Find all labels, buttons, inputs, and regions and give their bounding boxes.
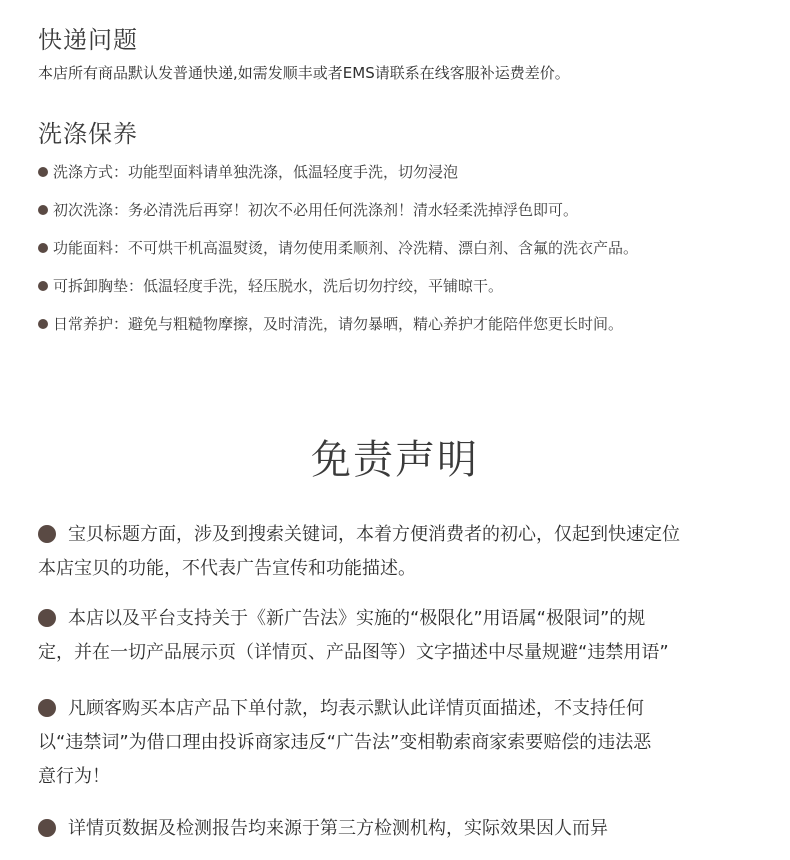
care-item-text: 日常养护：避免与粗糙物摩擦，及时清洗，请勿暴晒，精心养护才能陪伴您更长时间。 — [53, 315, 624, 333]
bullet-dot-icon — [38, 525, 56, 543]
disclaimer-line: 定，并在一切产品展示页（详情页、产品图等）文字描述中尽量规避“违禁用语” — [38, 642, 669, 663]
bullet-dot-icon — [38, 319, 48, 329]
shipping-title: 快递问题 — [38, 26, 138, 54]
disclaimer-paragraph — [38, 602, 778, 670]
care-item-first-wash — [38, 199, 578, 220]
bullet-dot-icon — [38, 281, 48, 291]
care-item-text: 洗涤方式：功能型面料请单独洗涤，低温轻度手洗，切勿浸泡 — [53, 163, 459, 181]
disclaimer-line: 本店以及平台支持关于《新广告法》实施的“极限化”用语属“极限词”的规 — [38, 602, 778, 636]
care-item-text: 可拆卸胸垫：低温轻度手洗，轻压脱水，洗后切勿拧绞，平铺晾干。 — [53, 277, 504, 295]
bullet-dot-icon — [38, 205, 48, 215]
bullet-dot-icon — [38, 819, 56, 837]
disclaimer-line: 本店宝贝的功能，不代表广告宣传和功能描述。 — [38, 558, 416, 579]
disclaimer-line: 以“违禁词”为借口理由投诉商家违反“广告法”变相勒索商家索要赔偿的违法恶 — [38, 732, 652, 753]
care-item-chest-pad — [38, 275, 503, 296]
bullet-dot-icon — [38, 167, 48, 177]
care-title: 洗涤保养 — [38, 120, 138, 148]
disclaimer-line: 详情页数据及检测报告均来源于第三方检测机构，实际效果因人而异 — [38, 812, 778, 846]
bullet-dot-icon — [38, 609, 56, 627]
bullet-dot-icon — [38, 699, 56, 717]
care-item-text: 功能面料：不可烘干机高温熨烫，请勿使用柔顺剂、冷洗精、漂白剂、含氟的洗衣产品。 — [53, 239, 639, 257]
care-item-wash-method — [38, 161, 458, 182]
care-item-daily-care — [38, 313, 623, 334]
shipping-text: 本店所有商品默认发普通快递,如需发顺丰或者EMS请联系在线客服补运费差价。 — [38, 64, 570, 82]
disclaimer-paragraph — [38, 812, 778, 846]
disclaimer-line: 宝贝标题方面，涉及到搜索关键词，本着方便消费者的初心，仅起到快速定位 — [38, 518, 778, 552]
disclaimer-line: 凡顾客购买本店产品下单付款，均表示默认此详情页面描述，不支持任何 — [38, 692, 778, 726]
bullet-dot-icon — [38, 243, 48, 253]
disclaimer-line: 意行为！ — [38, 766, 110, 787]
disclaimer-paragraph — [38, 692, 778, 794]
care-item-text: 初次洗涤：务必清洗后再穿！初次不必用任何洗涤剂！清水轻柔洗掉浮色即可。 — [53, 201, 579, 219]
disclaimer-title: 免责声明 — [311, 437, 479, 483]
care-item-fabric — [38, 237, 638, 258]
disclaimer-paragraph — [38, 518, 778, 586]
